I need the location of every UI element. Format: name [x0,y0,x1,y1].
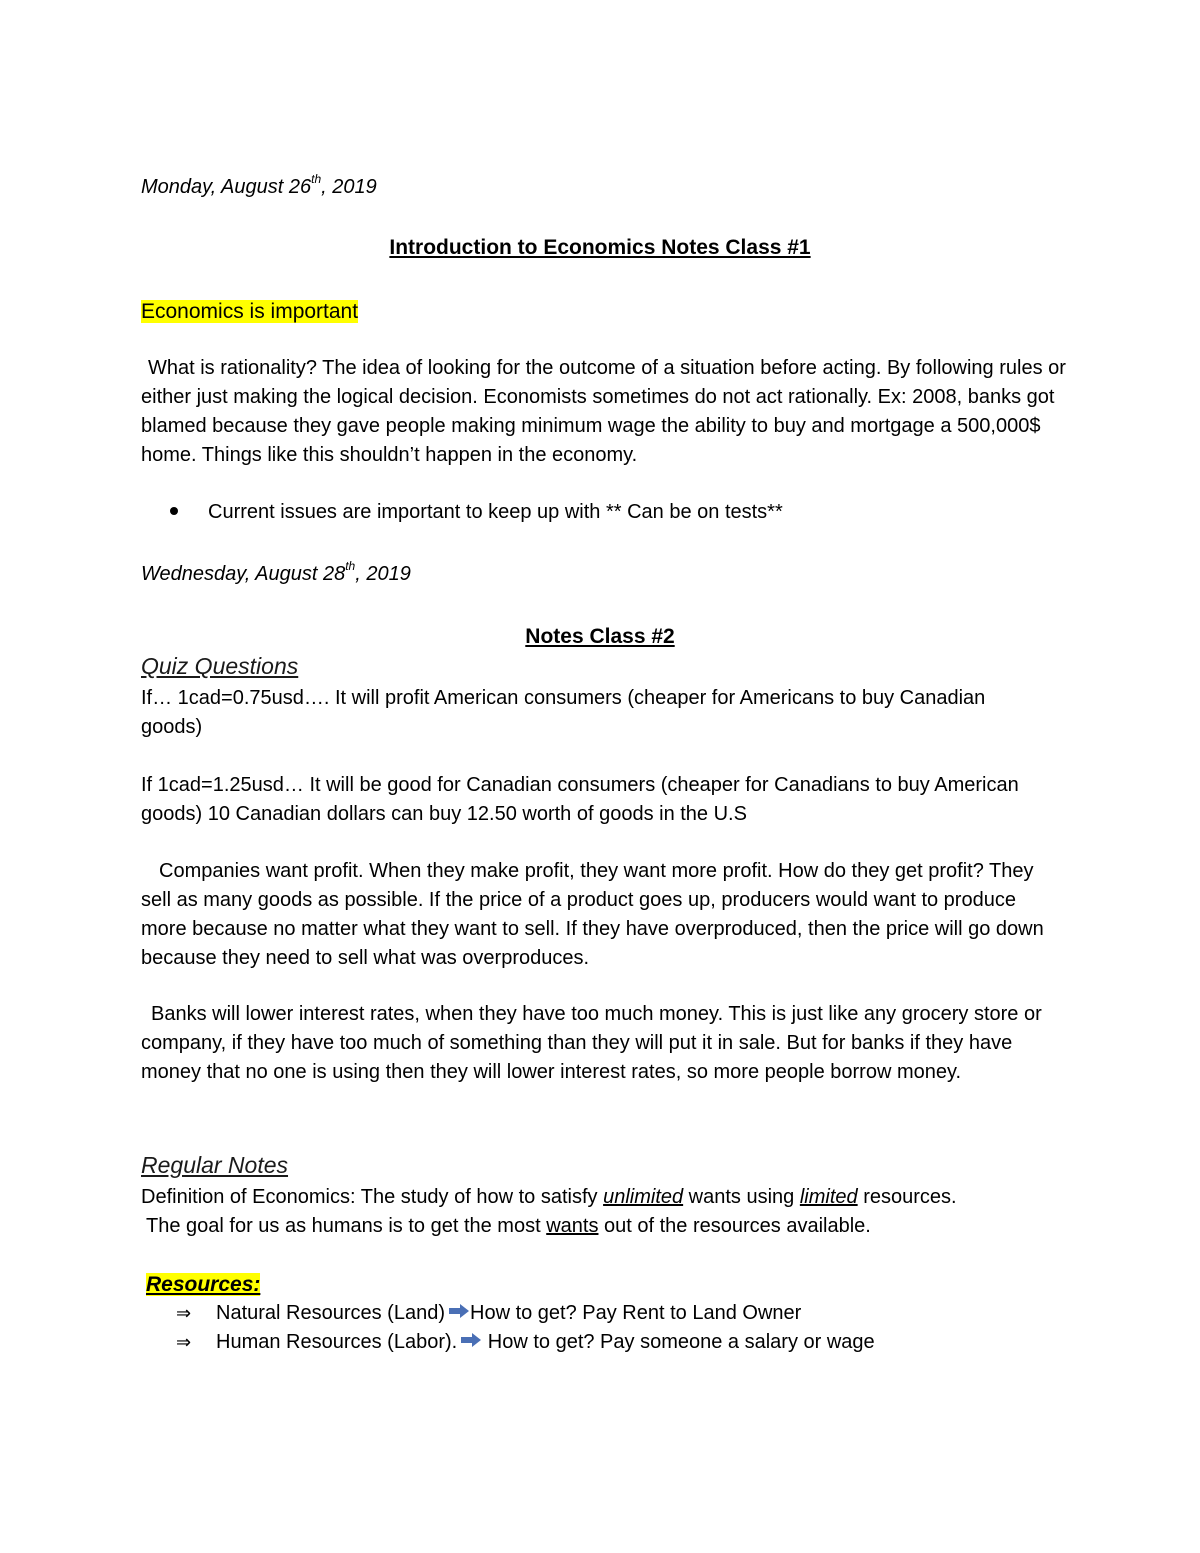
heading-regular-notes: Regular Notes [141,1152,289,1178]
date-monday: Monday, August 26th, 2019 [141,172,377,198]
heading-resources: Resources: [146,1273,261,1296]
right-arrow-icon [449,1304,469,1318]
double-arrow-icon: ⇒ [176,1332,192,1352]
paragraph-companies-profit: Companies want profit. When they make profit, they want more profit. How do they get profit? They sell as many goods as possible. If the price of a product goes up, producers would want to produce more because no matter what they want to sell. If they have overproduced, then the price will go down because they need to sell what was overproduces. [141,860,1044,969]
paragraph-rationality: What is rationality? The idea of looking for the outcome of a situation before acting. By following rules or either just making the logical decision. Economists sometimes do not act rationally. Ex: 2008, banks got blamed because they gave people making minimum wage the ability to buy and mortgage a 500,000$ home. Things like this shouldn’t happen in the economy. [141,357,1066,466]
title-class-2: Notes Class #2 [525,625,675,648]
right-arrow-icon [461,1333,481,1347]
heading-quiz-questions: Quiz Questions [141,653,299,679]
definition-economics: Definition of Economics: The study of how to satisfy unlimited wants using limited resources. [141,1186,957,1208]
list-item-human-resources: ⇒ Human Resources (Labor). How to get? Pay someone a salary or wage [176,1328,1056,1357]
double-arrow-icon: ⇒ [176,1303,192,1323]
date-wednesday: Wednesday, August 28th, 2019 [141,559,411,585]
list-item-natural-resources: ⇒ Natural Resources (Land) How to get? Pay Rent to Land Owner [176,1299,1056,1328]
paragraph-quiz-2: If 1cad=1.25usd… It will be good for Canadian consumers (cheaper for Canadians to buy American goods) 10 Canadian dollars can buy 12.50 worth of goods in the U.S [141,774,1019,825]
bullet-icon [170,507,178,515]
paragraph-banks-interest: Banks will lower interest rates, when they have too much money. This is just like any grocery store or company, if they have too much of something than they will put it in sale. But for banks if they have money that no one is using then they will lower interest rates, so more people borrow money. [141,1003,1042,1083]
title-class-1: Introduction to Economics Notes Class #1 [389,236,811,259]
goal-statement: The goal for us as humans is to get the most wants out of the resources available. [146,1215,871,1237]
bullet-current-issues: Current issues are important to keep up with ** Can be on tests** [170,498,1050,527]
paragraph-quiz-1: If… 1cad=0.75usd…. It will profit American consumers (cheaper for Americans to buy Canadian goods) [141,687,986,738]
heading-economics-important: Economics is important [141,300,359,323]
